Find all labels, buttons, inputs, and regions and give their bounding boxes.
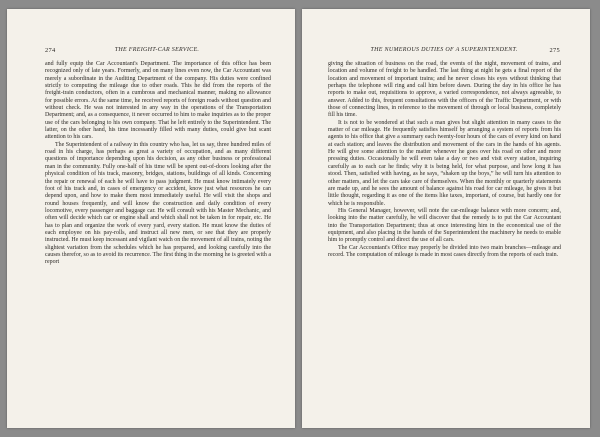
paragraph: and fully equip the Car Accountant's Department. The importance of this office has been recognized only of late years. Formerly, and on many lines even now, the Car Accountant was merely a subordinate in the Auditing Department of the company. His duties were confined strictly to computing the mileage due to other roads. This he did from the reports of the freight-train conductors, often in a cumbrous and mechanical manner, making no allowance for possible errors. At the same time, he received reports of foreign roads without question and without check. He was not interested in any way in the operations of the Transportation Department; and, as a consequence, it never occurred to him to make inquiries as to the proper use of the cars belonging to his own company. That he left entirely to the Superintendent. The latter, on the other hand, his time incessantly filled with many duties, could give but scant attention to his cars. <box>45 61 271 141</box>
right-page-header <box>328 47 560 55</box>
running-head: THE FREIGHT-CAR SERVICE. <box>114 47 200 53</box>
paragraph: giving the situation of business on the road, the events of the night, movement of trains, and location and volume of freight to be handled. The last thing at night he gets a final report of the location and movement of important trains; and he never closes his eyes without thinking that perhaps the telephone will ring and call him before dawn. During the day in his office he has reports to make out, requisitions to approve, a varied correspondence, not always agreeable, to answer. Added to this, frequent consultations with the officers of the Traffic Department, or with those of connecting lines, in reference to the movement of through or local business, completely fill his time. <box>328 61 561 119</box>
left-page-body <box>45 61 271 267</box>
right-page-body <box>328 61 561 259</box>
page-number: 274 <box>45 47 56 54</box>
left-page <box>7 9 295 428</box>
paragraph: The Car Accountant's Office may properly be divided into two main branches—mileage and record. The computation of mileage is made in most cases directly from the reports of each train. <box>328 244 561 258</box>
paragraph: It is not to be wondered at that such a man gives but slight attention in many cases to the matter of car mileage. He frequently satisfies himself by arranging a system of reports from his agents to his office that give a summary each twenty-four hours of the cars of every kind on hand at each station; and leaves the distribution and movement of the cars in the hands of his agents. He will give some attention to the matter whenever he goes over his road on other and more pressing duties. Occasionally he will even take a day or two and visit every station, inquiring carefully as to each car he finds; why it is being held, for what purpose, and how long it has stood. Then, satisfied with having, as he says, “shaken up the boys,” he will turn his attention to other matters, and let the cars take care of themselves. When the monthly or quarterly statements are made up, and he sees the amount of balance against his road for car mileage, he gives it but little thought, regarding it as one of the items like taxes, important, of course, but hardly one for which he is responsible. <box>328 119 561 207</box>
running-head: THE NUMEROUS DUTIES OF A SUPERINTENDENT. <box>370 47 518 53</box>
paragraph: His General Manager, however, will note the car-mileage balance with more concern; and, looking into the matter carefully, he will discover that the remedy is to put the Car Accountant into the Transportation Department; thus at once interesting him in the economical use of the equipment, and also placing in the hands of the Superintendent the machinery he needs to enable him to promptly control and direct the use of all cars. <box>328 207 561 244</box>
page-number: 275 <box>549 47 560 54</box>
left-page-header <box>45 47 269 55</box>
right-page <box>302 9 590 428</box>
paragraph: The Superintendent of a railway in this country who has, let us say, three hundred miles of road in his charge, has perhaps as great a variety of occupation, and as many different questions of importance depending upon his decision, as any other business or professional man in the community. Fully one-half of his time will be spent out-of-doors looking after the physical condition of his track, masonry, bridges, stations, buildings of all kinds. Concerning the repair or renewal of each he will have to pass judgment. He must know intimately every foot of his track and, in cases of emergency or accident, know just what resources he can depend upon, and how to make them most immediately useful. He will visit the shops and round houses frequently, and will know the construction and daily condition of every locomotive, every passenger and baggage car. He will consult with his Master Mechanic, and often will decide which car or engine shall and which shall not be taken in for repair, etc. He has to plan and organize the work of every yard, every station. He must know the duties of each employee on his pay-rolls, and instruct all new men, or see that they are properly instructed. He must keep incessant and vigilant watch on the movement of all trains, noting the slightest variation from the schedules which he has prepared, and looking carefully into the causes therefor, so as to avoid its recurrence. The first thing in the morning he is greeted with a report <box>45 141 271 266</box>
